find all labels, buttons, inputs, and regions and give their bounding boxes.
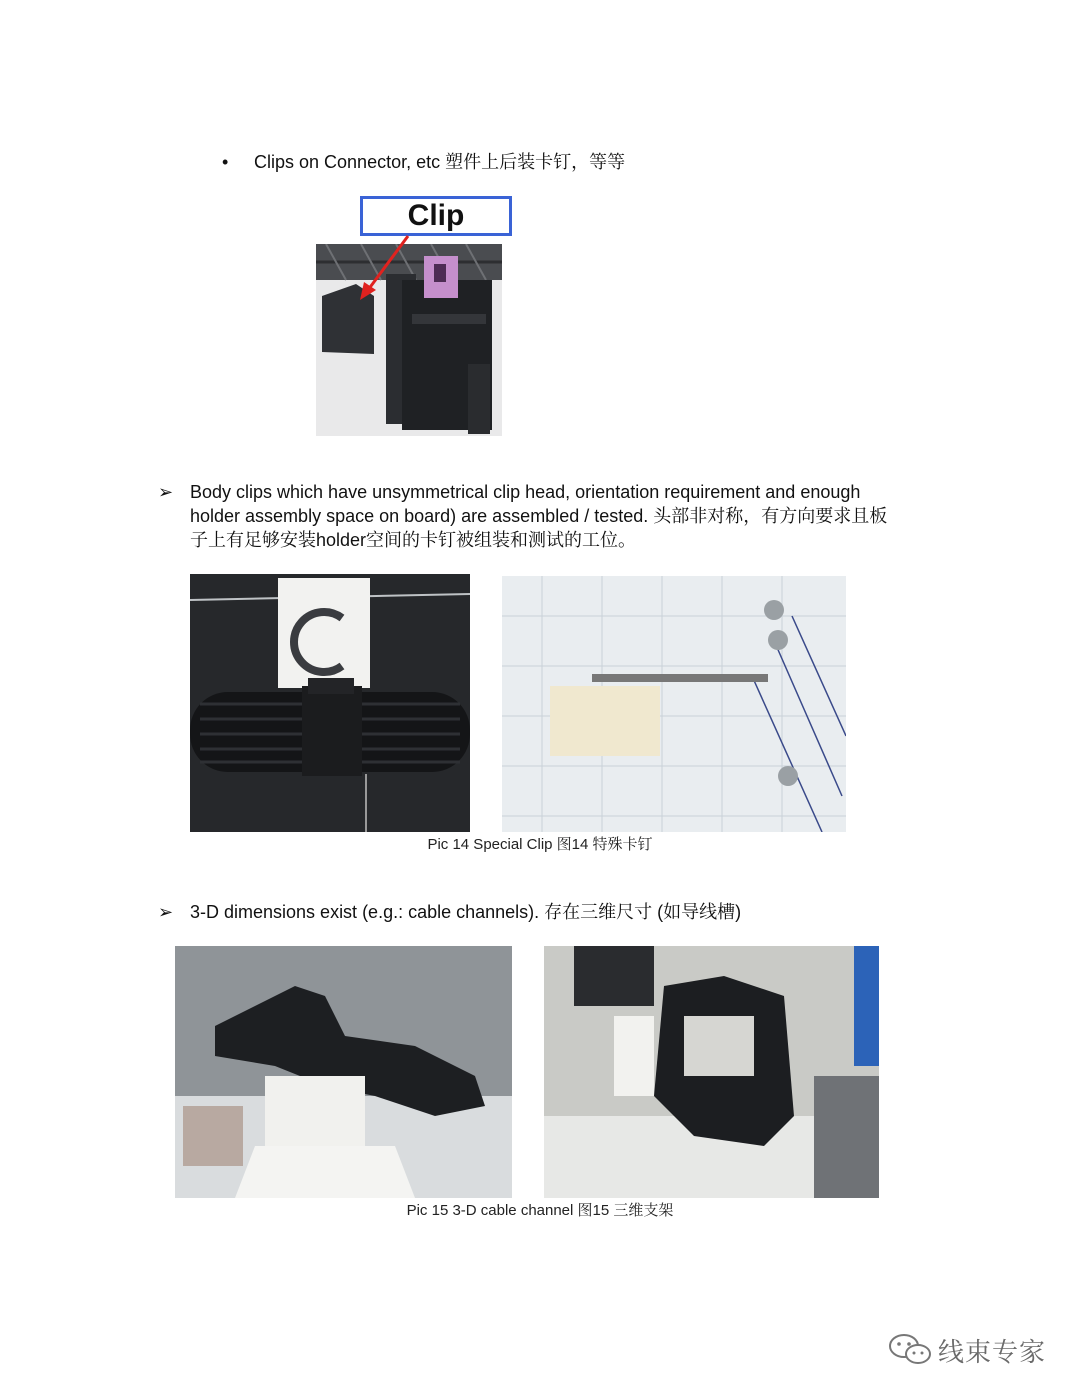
clip-arrow-icon [356, 232, 416, 304]
bullet-text-3d-dimensions: 3-D dimensions exist (e.g.: cable channels). 存在三维尺寸 (如导线槽) [190, 902, 742, 922]
watermark-text: 线束专家 [938, 1337, 1047, 1367]
figure-caption-pic14: Pic 14 Special Clip 图14 特殊卡钉 [427, 836, 653, 853]
figure-caption-pic15: Pic 15 3-D cable channel 图15 三维支架 [406, 1202, 674, 1219]
wechat-icon [888, 1332, 932, 1368]
clip-callout-label: Clip [360, 196, 512, 236]
bullet-text-line: Body clips which have unsymmetrical clip head, orientation requirement and enough [190, 482, 861, 502]
bullet-text-clips-on-connector: Clips on Connector, etc 塑件上后装卡钉，等等 [254, 152, 626, 172]
bullet-text-line: holder assembly space on board) are assembled / tested. 头部非对称，有方向要求且板 [190, 506, 888, 526]
bullet-marker: ➢ [158, 902, 174, 922]
bullet-text-line: 子上有足够安装holder空间的卡钉被组装和测试的工位。 [190, 530, 637, 550]
special-clip-photo-left [190, 574, 470, 832]
bullet-marker: • [222, 152, 229, 172]
cable-channel-photo-right [544, 946, 879, 1198]
special-clip-photo-right [502, 576, 846, 832]
bullet-marker: ➢ [158, 482, 174, 502]
cable-channel-photo-left [175, 946, 512, 1198]
